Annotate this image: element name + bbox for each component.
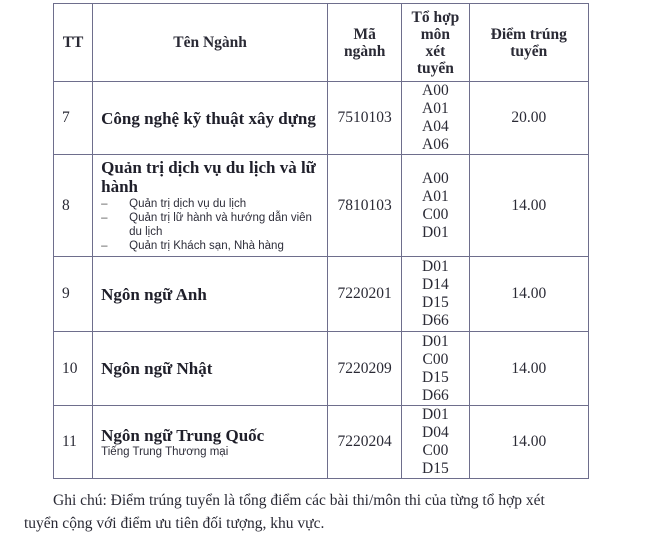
combo-item: D15 [422,294,449,311]
row-number: 8 [54,155,93,257]
major-name: Ngôn ngữ Nhật [101,359,213,378]
combo-item: C00 [422,442,449,459]
admission-score: 14.00 [469,332,588,406]
combo-item: C00 [422,350,449,368]
header-score-line1: Điểm trúng [490,25,567,43]
major-name-line1: Quản trị dịch vụ du lịch và lữ [101,158,316,177]
subject-combos [402,82,469,155]
header-tt [54,4,93,82]
combo-item: A00 [422,82,449,99]
major-code: 7220209 [328,332,402,406]
combo-item: D04 [422,424,449,441]
subject-combos [402,155,469,257]
specialization-item [101,197,321,211]
combo-item: D01 [422,332,449,350]
header-subject-combo [402,4,469,82]
admission-score: 20.00 [469,82,588,155]
major-name-cell [93,155,328,257]
combo-item: D01 [422,406,449,423]
header-major-code [328,4,402,82]
combo-item: C00 [422,205,449,223]
header-major-code-line2: ngành [343,42,386,60]
admission-scores-table [53,3,589,479]
major-code: 7510103 [328,82,402,155]
footnote-line2: tuyển cộng với điểm ưu tiên đối tượng, khu vực. [24,515,325,532]
major-name-cell [93,406,328,479]
subject-combos [402,257,469,332]
header-tt-label: TT [62,34,84,51]
dash-bullet-icon: – [101,212,108,224]
table-row [54,332,589,406]
specialization-text: Quản trị dịch vụ du lịch [129,198,247,210]
combo-item: D01 [422,223,449,241]
major-code: 7220204 [328,406,402,479]
major-name: Công nghệ kỹ thuật xây dựng [101,108,316,128]
header-combo-line2: môn [420,25,451,43]
table-row [54,82,589,155]
combo-item: D66 [422,312,449,329]
major-name-cell [93,257,328,332]
header-combo-line1: Tổ hợp [411,8,460,26]
major-name-line2: hành [101,177,139,196]
combo-item: D15 [422,460,449,477]
table-row [54,406,589,479]
footnote-line1: Ghi chú: Điểm trúng tuyển là tổng điểm các bài thi/môn thi của từng tổ hợp xét [53,492,545,509]
row-number: 10 [54,332,93,406]
header-combo-line4: tuyển [416,59,454,77]
combo-item: D14 [422,276,449,293]
specialization-text-cont: du lịch [129,226,163,238]
dash-bullet-icon: – [101,198,108,210]
header-major-name-label: Tên Ngành [173,34,247,51]
combo-item: A04 [422,118,449,135]
header-score-line2: tuyển [510,42,548,60]
major-code: 7810103 [328,155,402,257]
dash-bullet-icon: – [101,240,108,252]
subject-combos [402,332,469,406]
major-name-cell [93,82,328,155]
specialization-text: Quản trị lữ hành và hướng dẫn viên [129,212,312,224]
major-name: Ngôn ngữ Anh [101,284,207,304]
major-code: 7220201 [328,257,402,332]
footnote [24,489,624,535]
header-major-code-line1: Mã [353,25,376,43]
row-number: 7 [54,82,93,155]
specialization-item [101,211,321,225]
specialization-item-continuation [101,225,321,239]
combo-item: D15 [422,368,449,386]
combo-item: D66 [422,386,449,404]
specialization-text: Quản trị Khách sạn, Nhà hàng [129,240,284,252]
specialization-item [101,239,321,253]
combo-item: A01 [422,100,449,117]
subject-combos [402,406,469,479]
specialization-list [101,197,321,253]
table-row [54,257,589,332]
header-combo-line3: xét [425,42,446,60]
combo-item: A00 [422,169,449,187]
admission-score: 14.00 [469,406,588,479]
major-name: Ngôn ngữ Trung Quốc [101,425,265,445]
table-header-row [54,4,589,82]
combo-item: A06 [422,136,449,153]
combo-item: A01 [422,187,449,205]
major-name-cell [93,332,328,406]
admission-score: 14.00 [469,257,588,332]
major-subtitle: Tiếng Trung Thương mại [101,445,229,458]
header-admission-score [469,4,588,82]
combo-item: D01 [422,258,449,275]
admission-score: 14.00 [469,155,588,257]
row-number: 9 [54,257,93,332]
row-number: 11 [54,406,93,479]
table-row [54,155,589,257]
header-major-name [93,4,328,82]
